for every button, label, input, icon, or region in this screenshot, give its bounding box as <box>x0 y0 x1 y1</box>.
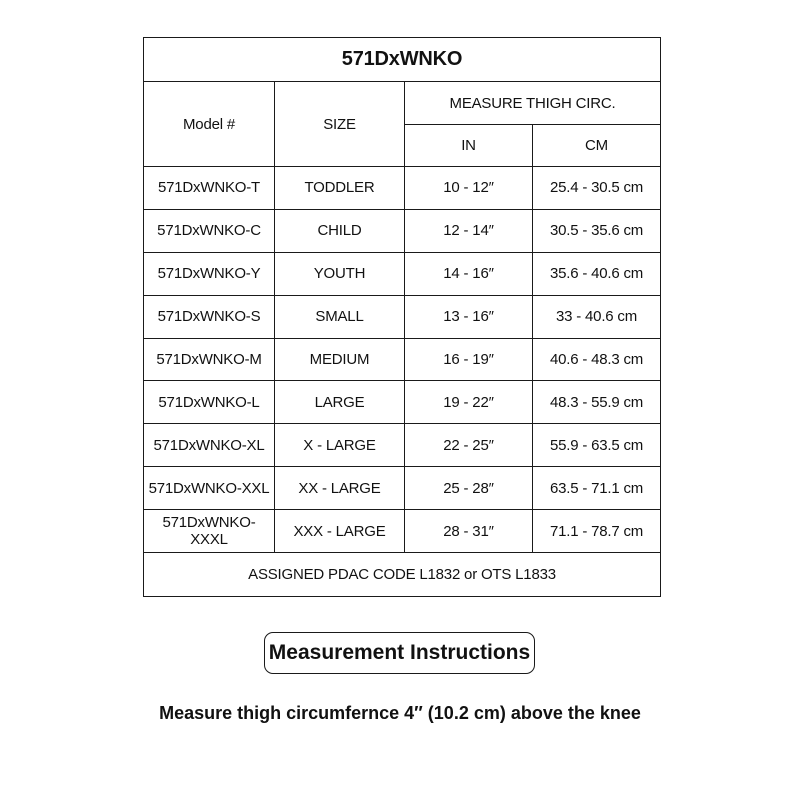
table-title: 571DxWNKO <box>144 38 661 82</box>
cell-cm: 25.4 - 30.5 cm <box>533 167 661 210</box>
cell-model: 571DxWNKO-S <box>144 295 275 338</box>
cell-model: 571DxWNKO-L <box>144 381 275 424</box>
cell-cm: 35.6 - 40.6 cm <box>533 252 661 295</box>
cell-size: MEDIUM <box>275 338 405 381</box>
table-body <box>144 167 661 553</box>
header-measure: MEASURE THIGH CIRC. <box>405 82 661 125</box>
cell-cm: 33 - 40.6 cm <box>533 295 661 338</box>
instructions-heading-box <box>264 632 535 674</box>
cell-in: 13 - 16″ <box>405 295 533 338</box>
cell-cm: 55.9 - 63.5 cm <box>533 424 661 467</box>
instructions-text: Measure thigh circumfernce 4″ (10.2 cm) above the knee <box>159 703 641 723</box>
cell-size: XXX - LARGE <box>275 510 405 553</box>
cell-size: TODDLER <box>275 167 405 210</box>
cell-model: 571DxWNKO-XL <box>144 424 275 467</box>
cell-size: YOUTH <box>275 252 405 295</box>
title-row <box>144 38 661 82</box>
header-size: SIZE <box>275 82 405 167</box>
table-row <box>144 467 661 510</box>
cell-size: CHILD <box>275 209 405 252</box>
table-row <box>144 338 661 381</box>
cell-cm: 30.5 - 35.6 cm <box>533 209 661 252</box>
table-row <box>144 381 661 424</box>
table-row <box>144 295 661 338</box>
cell-model: 571DxWNKO-XXXL <box>144 510 275 553</box>
cell-cm: 40.6 - 48.3 cm <box>533 338 661 381</box>
cell-model: 571DxWNKO-T <box>144 167 275 210</box>
table-row <box>144 252 661 295</box>
header-model: Model # <box>144 82 275 167</box>
header-cm: CM <box>533 125 661 167</box>
cell-size: SMALL <box>275 295 405 338</box>
header-row <box>144 82 661 125</box>
table-row <box>144 209 661 252</box>
table-row <box>144 510 661 553</box>
cell-in: 10 - 12″ <box>405 167 533 210</box>
table-row <box>144 167 661 210</box>
cell-in: 19 - 22″ <box>405 381 533 424</box>
cell-in: 25 - 28″ <box>405 467 533 510</box>
cell-cm: 71.1 - 78.7 cm <box>533 510 661 553</box>
cell-size: LARGE <box>275 381 405 424</box>
cell-in: 22 - 25″ <box>405 424 533 467</box>
cell-cm: 63.5 - 71.1 cm <box>533 467 661 510</box>
table-row <box>144 424 661 467</box>
size-chart-table <box>143 37 661 597</box>
cell-in: 12 - 14″ <box>405 209 533 252</box>
instructions-heading: Measurement Instructions <box>268 641 531 664</box>
header-in: IN <box>405 125 533 167</box>
cell-model: 571DxWNKO-XXL <box>144 467 275 510</box>
cell-cm: 48.3 - 55.9 cm <box>533 381 661 424</box>
cell-size: XX - LARGE <box>275 467 405 510</box>
cell-in: 28 - 31″ <box>405 510 533 553</box>
cell-model: 571DxWNKO-Y <box>144 252 275 295</box>
cell-model: 571DxWNKO-C <box>144 209 275 252</box>
cell-in: 16 - 19″ <box>405 338 533 381</box>
cell-model: 571DxWNKO-M <box>144 338 275 381</box>
cell-in: 14 - 16″ <box>405 252 533 295</box>
pdac-code: ASSIGNED PDAC CODE L1832 or OTS L1833 <box>144 553 661 597</box>
footer-row <box>144 553 661 597</box>
cell-size: X - LARGE <box>275 424 405 467</box>
